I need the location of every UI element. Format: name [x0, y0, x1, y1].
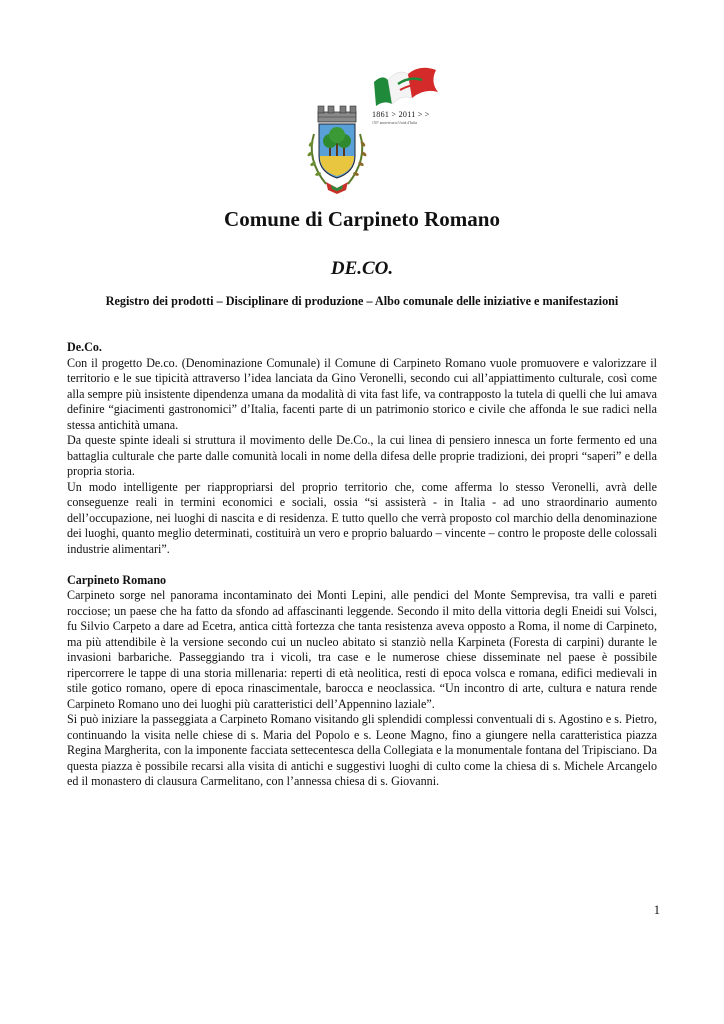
anniversary-logo	[370, 64, 444, 134]
paragraph: Carpineto sorge nel panorama incontaminato dei Monti Lepini, alle pendici del Monte Semprevisa, tra valli e pareti rocciose; un paese che ha fatto da sfondo ad affascinanti leggende. Secondo il mito della vittoria degli Eneidi sui Volsci, fu Silvio Carpeto a dare ad Ecetra, antica città fortezza che tanta resistenza aveva opposto a Roma, il nome di Carpineto, ma più attendibile è la versione secondo cui un nucleo abitato si stanziò nella Karpineta (Foresta di carpini) durante le invasioni barbariche. Passeggiando tra i vicoli, tra case e le numerose chiese disseminate nel paese è possibile ripercorrere le tappe di una storia millenaria: reperti di età neolitica, resti di epoca volsca e romana, edifici medievali in stile gotico romano, opere di epoca rinascimentale, barocca e neoclassica. “Un incontro di arte, cultura e natura rende Carpineto Romano uno dei luoghi più caratteristici dell’Appennino laziale”.	[67, 588, 657, 711]
paragraph: Un modo intelligente per riappropriarsi del proprio territorio che, come afferma lo stesso Veronelli, avrà delle conseguenze reali in termini economici e sociali, ossia “si assisterà - in Italia - ad uno straordinario aumento dell’occupazione, nei luoghi di nascita e di residenza. E tutto quello che verrà proposto col marchio della denominazione dei luoghi, quanto meglio determinati, costituirà un vero e proprio baluardo – vincente – contro le proposte delle colossali industrie alimentari”.	[67, 479, 657, 556]
document-subtitle: DE.CO.	[330, 258, 394, 279]
document-tagline: Registro dei prodotti – Disciplinare di produzione – Albo comunale delle iniziative e manifestazioni	[105, 294, 619, 308]
section-heading-carpineto: Carpineto Romano	[67, 572, 167, 587]
anniversary-years: 1861 > 2011 > >	[372, 110, 430, 119]
paragraph: Con il progetto De.co. (Denominazione Comunale) il Comune di Carpineto Romano vuole promuovere e valorizzare il territorio e le sue tipicità attraverso l’idea lanciata da Gino Veronelli, secondo cui all’appiattimento culturale, così come alla sempre più insistente dipendenza umana da modalità di vita fast life, va contrapposto la tutela di quelli che lui amava definire “giacimenti gastronomici” d’Italia, facenti parte di un patrimonio storico e civile che affonda le sue radici nella stessa antichità umana.	[67, 355, 657, 432]
section-heading-deco: De.Co.	[67, 340, 102, 354]
coat-of-arms-icon	[302, 104, 372, 196]
paragraph: Da queste spinte ideali si struttura il movimento delle De.Co., la cui linea di pensiero innesca un forte fermento ed una battaglia culturale che parte dalle comunità locali in nome della difesa delle proprie tradizioni, dei propri “saperi” e della propria storia.	[67, 433, 657, 478]
italian-flag-icon	[370, 64, 444, 112]
coat-of-arms-emblem	[302, 104, 372, 196]
paragraph: Si può iniziare la passeggiata a Carpineto Romano visitando gli splendidi complessi conventuali di s. Agostino e s. Pietro, continuando la visita nelle chiese di s. Maria del Popolo e s. Leone Magno, fino a giungere nella caratteristica piazza Regina Margherita, con la imponente facciata settecentesca della Collegiata e la monumentale fontana del Tripisciano. Da questa piazza è possibile recarsi alla visita di antichi e suggestivi luoghi di culto come la chiesa di s. Michele Arcangelo ed il monastero di clausura Carmelitano, con l’annessa chiesa di s. Giovanni.	[67, 712, 657, 788]
anniversary-caption: 150° anniversario Unità d'Italia	[372, 121, 418, 125]
document-title: Comune di Carpineto Romano	[224, 207, 500, 231]
document-body	[67, 340, 657, 790]
page-number: 1	[653, 903, 660, 917]
section-spacer	[67, 557, 657, 573]
